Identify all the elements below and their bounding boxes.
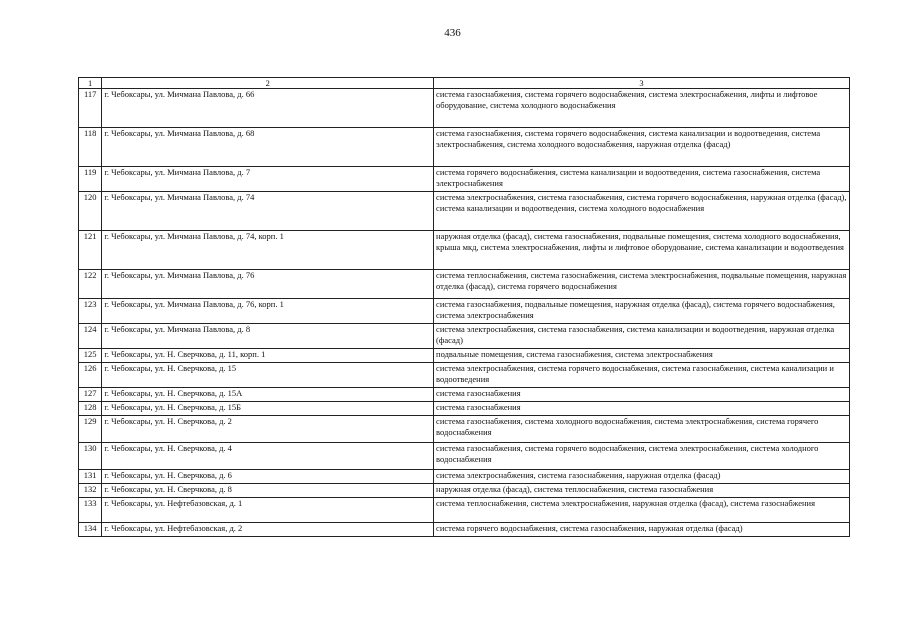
row-number-cell: 118 bbox=[79, 128, 102, 167]
row-number-cell: 120 bbox=[79, 192, 102, 231]
address-cell: г. Чебоксары, ул. Н. Сверчкова, д. 4 bbox=[102, 443, 434, 470]
address-cell: г. Чебоксары, ул. Мичмана Павлова, д. 7 bbox=[102, 167, 434, 192]
systems-cell: наружная отделка (фасад), система теплоснабжения, система газоснабжения bbox=[434, 484, 850, 498]
row-number-cell: 130 bbox=[79, 443, 102, 470]
column-header-address: 2 bbox=[102, 78, 434, 89]
systems-cell: система электроснабжения, система горячего водоснабжения, система газоснабжения, система канализации и водоотведения bbox=[434, 363, 850, 388]
row-number-cell: 131 bbox=[79, 470, 102, 484]
address-cell: г. Чебоксары, ул. Мичмана Павлова, д. 76, корп. 1 bbox=[102, 299, 434, 324]
address-cell: г. Чебоксары, ул. Н. Сверчкова, д. 15 bbox=[102, 363, 434, 388]
row-number-cell: 122 bbox=[79, 270, 102, 299]
table-row bbox=[79, 484, 850, 498]
table-header-row bbox=[79, 78, 850, 89]
address-cell: г. Чебоксары, ул. Н. Сверчкова, д. 6 bbox=[102, 470, 434, 484]
address-cell: г. Чебоксары, ул. Н. Сверчкова, д. 2 bbox=[102, 416, 434, 443]
address-cell: г. Чебоксары, ул. Н. Сверчкова, д. 8 bbox=[102, 484, 434, 498]
systems-cell: система газоснабжения bbox=[434, 402, 850, 416]
systems-cell: система горячего водоснабжения, система канализации и водоотведения, система газоснабжения, система электроснабжения bbox=[434, 167, 850, 192]
row-number-cell: 124 bbox=[79, 324, 102, 349]
column-header-systems: 3 bbox=[434, 78, 850, 89]
page-number: 436 bbox=[444, 27, 461, 39]
row-number-cell: 133 bbox=[79, 498, 102, 523]
address-cell: г. Чебоксары, ул. Нефтебазовская, д. 2 bbox=[102, 523, 434, 537]
systems-cell: наружная отделка (фасад), система газоснабжения, подвальные помещения, система холодного водоснабжения, крыша мкд, система электроснабжения, лифты и лифтовое оборудование, система канализации и водоотведения bbox=[434, 231, 850, 270]
table-row bbox=[79, 89, 850, 128]
table-row bbox=[79, 402, 850, 416]
address-cell: г. Чебоксары, ул. Нефтебазовская, д. 1 bbox=[102, 498, 434, 523]
table-row bbox=[79, 299, 850, 324]
systems-cell: система газоснабжения, система горячего водоснабжения, система электроснабжения, система холодного водоснабжения bbox=[434, 443, 850, 470]
address-cell: г. Чебоксары, ул. Мичмана Павлова, д. 8 bbox=[102, 324, 434, 349]
row-number-cell: 123 bbox=[79, 299, 102, 324]
table-row bbox=[79, 349, 850, 363]
table-row bbox=[79, 270, 850, 299]
address-cell: г. Чебоксары, ул. Мичмана Павлова, д. 66 bbox=[102, 89, 434, 128]
column-header-number: 1 bbox=[79, 78, 102, 89]
row-number-cell: 129 bbox=[79, 416, 102, 443]
systems-cell: система теплоснабжения, система электроснабжения, наружная отделка (фасад), система газоснабжения bbox=[434, 498, 850, 523]
table-row bbox=[79, 523, 850, 537]
row-number-cell: 126 bbox=[79, 363, 102, 388]
systems-cell: система газоснабжения, система холодного водоснабжения, система электроснабжения, система горячего водоснабжения bbox=[434, 416, 850, 443]
systems-cell: система газоснабжения, подвальные помещения, наружная отделка (фасад), система горячего водоснабжения, система электроснабжения bbox=[434, 299, 850, 324]
row-number-cell: 128 bbox=[79, 402, 102, 416]
row-number-cell: 121 bbox=[79, 231, 102, 270]
systems-cell: система газоснабжения, система горячего водоснабжения, система канализации и водоотведения, система электроснабжения, система холодного водоснабжения, наружная отделка (фасад) bbox=[434, 128, 850, 167]
row-number-cell: 132 bbox=[79, 484, 102, 498]
row-number-cell: 117 bbox=[79, 89, 102, 128]
table-row bbox=[79, 363, 850, 388]
row-number-cell: 119 bbox=[79, 167, 102, 192]
address-cell: г. Чебоксары, ул. Н. Сверчкова, д. 11, корп. 1 bbox=[102, 349, 434, 363]
systems-cell: система электроснабжения, система газоснабжения, система канализации и водоотведения, наружная отделка (фасад) bbox=[434, 324, 850, 349]
table-row bbox=[79, 167, 850, 192]
table-row bbox=[79, 324, 850, 349]
table-row bbox=[79, 231, 850, 270]
row-number-cell: 125 bbox=[79, 349, 102, 363]
systems-cell: система теплоснабжения, система газоснабжения, система электроснабжения, подвальные помещения, наружная отделка (фасад), система горячего водоснабжения bbox=[434, 270, 850, 299]
table-row bbox=[79, 388, 850, 402]
table-row bbox=[79, 470, 850, 484]
table-row bbox=[79, 128, 850, 167]
row-number-cell: 134 bbox=[79, 523, 102, 537]
address-cell: г. Чебоксары, ул. Мичмана Павлова, д. 74 bbox=[102, 192, 434, 231]
table-row bbox=[79, 416, 850, 443]
address-cell: г. Чебоксары, ул. Мичмана Павлова, д. 68 bbox=[102, 128, 434, 167]
address-cell: г. Чебоксары, ул. Н. Сверчкова, д. 15Б bbox=[102, 402, 434, 416]
systems-cell: система газоснабжения, система горячего водоснабжения, система электроснабжения, лифты и лифтовое оборудование, система холодного водоснабжения bbox=[434, 89, 850, 128]
address-cell: г. Чебоксары, ул. Мичмана Павлова, д. 76 bbox=[102, 270, 434, 299]
table-row bbox=[79, 192, 850, 231]
address-cell: г. Чебоксары, ул. Мичмана Павлова, д. 74, корп. 1 bbox=[102, 231, 434, 270]
systems-cell: система горячего водоснабжения, система газоснабжения, наружная отделка (фасад) bbox=[434, 523, 850, 537]
row-number-cell: 127 bbox=[79, 388, 102, 402]
table-row bbox=[79, 443, 850, 470]
systems-cell: подвальные помещения, система газоснабжения, система электроснабжения bbox=[434, 349, 850, 363]
table-row bbox=[79, 498, 850, 523]
address-systems-table bbox=[78, 77, 850, 537]
systems-cell: система электроснабжения, система газоснабжения, наружная отделка (фасад) bbox=[434, 470, 850, 484]
systems-cell: система электроснабжения, система газоснабжения, система горячего водоснабжения, наружная отделка (фасад), система канализации и водоотведения, система холодного водоснабжения bbox=[434, 192, 850, 231]
address-cell: г. Чебоксары, ул. Н. Сверчкова, д. 15А bbox=[102, 388, 434, 402]
systems-cell: система газоснабжения bbox=[434, 388, 850, 402]
